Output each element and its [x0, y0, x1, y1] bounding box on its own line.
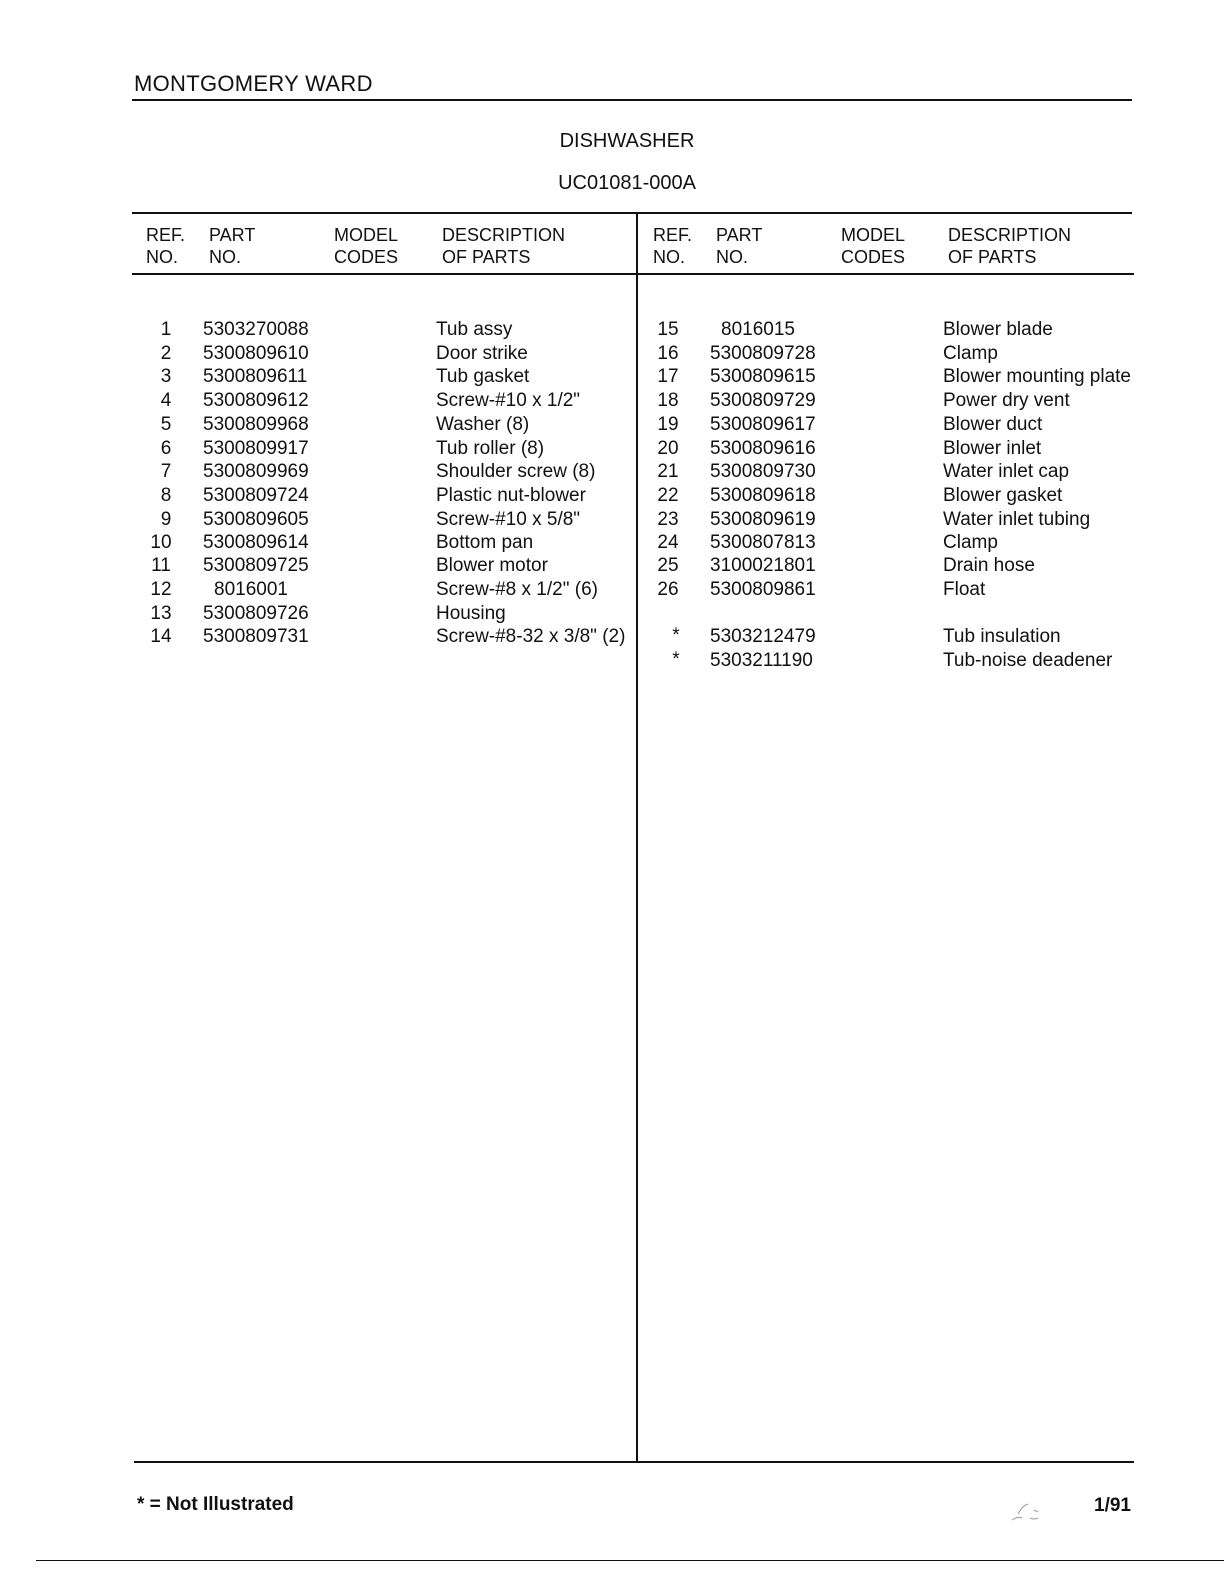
right-part-cell: 5300809728 [710, 343, 816, 364]
right-desc-cell: Drain hose [943, 555, 1035, 576]
left-part-cell: 5300809605 [203, 509, 309, 530]
scan-smudge-mark [1008, 1500, 1042, 1524]
right-desc-cell: Tub insulation [943, 626, 1061, 647]
right-ref-cell: * [672, 625, 680, 646]
model-number: UC01081-000A [558, 172, 696, 194]
right-part-cell: 5300809617 [710, 414, 816, 435]
right-part-cell: 5300809616 [710, 438, 816, 459]
left-desc-cell: Plastic nut-blower [436, 485, 586, 506]
right-ref-cell: 18 [657, 390, 679, 411]
left-part-cell: 5300809724 [203, 485, 309, 506]
left-part-cell: 8016001 [214, 579, 288, 600]
left-ref-cell: 11 [151, 555, 171, 576]
left-desc-cell: Bottom pan [436, 532, 534, 553]
right-ref-cell: 23 [657, 509, 679, 530]
left-ref-cell: 10 [150, 532, 172, 553]
left-part-cell: 5300809726 [203, 603, 309, 624]
header-model-line1: MODEL [334, 225, 399, 245]
right-header-ref [653, 224, 692, 268]
right-part-cell: 5300809619 [710, 509, 816, 530]
header-ref-line2: NO. [146, 247, 179, 267]
left-desc-cell: Tub roller (8) [436, 438, 545, 459]
header-part-line2: NO. [209, 247, 242, 267]
header-ref-line1: REF. [653, 225, 693, 245]
left-desc-cell: Housing [436, 603, 506, 624]
left-part-cell: 5300809969 [203, 461, 309, 482]
header-desc-line2: OF PARTS [948, 247, 1037, 267]
right-desc-cell: Blower mounting plate [943, 366, 1131, 387]
left-ref-cell: 1 [160, 319, 172, 340]
right-part-cell: 5303212479 [710, 626, 816, 647]
left-ref-cell: 3 [160, 366, 172, 387]
left-ref-cell: 8 [160, 485, 172, 506]
right-ref-cell: 19 [657, 414, 679, 435]
header-part-line1: PART [209, 225, 256, 245]
table-top-rule [132, 212, 1132, 214]
right-desc-cell: Clamp [943, 343, 998, 364]
header-ref-line2: NO. [653, 247, 686, 267]
page-bottom-rule [36, 1560, 1224, 1561]
left-desc-cell: Screw-#10 x 1/2" [436, 390, 581, 411]
header-desc-line2: OF PARTS [442, 247, 531, 267]
header-desc-line1: DESCRIPTION [948, 225, 1072, 245]
right-desc-cell: Tub-noise deadener [943, 650, 1113, 671]
right-desc-cell: Blower blade [943, 319, 1053, 340]
right-ref-cell: * [672, 649, 680, 670]
left-header-desc [442, 224, 565, 268]
product-title: DISHWASHER [559, 130, 695, 152]
right-desc-cell: Blower gasket [943, 485, 1063, 506]
left-ref-cell: 6 [160, 438, 172, 459]
right-desc-cell: Blower inlet [943, 438, 1042, 459]
left-part-cell: 5303270088 [203, 319, 309, 340]
right-desc-cell: Clamp [943, 532, 998, 553]
right-ref-cell: 20 [657, 438, 679, 459]
right-part-cell: 5300809729 [710, 390, 816, 411]
left-desc-cell: Shoulder screw (8) [436, 461, 596, 482]
left-header-ref [146, 224, 185, 268]
header-ref-line1: REF. [146, 225, 186, 245]
right-ref-cell: 21 [657, 461, 679, 482]
left-ref-cell: 2 [160, 343, 172, 364]
revision-date: 1/91 [1094, 1495, 1131, 1516]
left-part-cell: 5300809731 [203, 626, 309, 647]
right-ref-cell: 17 [657, 366, 679, 387]
table-header-rule [132, 273, 1134, 275]
header-rule [132, 99, 1132, 101]
right-part-cell: 5300809618 [710, 485, 816, 506]
left-ref-cell: 12 [150, 579, 172, 600]
left-desc-cell: Screw-#8 x 1/2" (6) [436, 579, 598, 600]
right-part-cell: 5300809861 [710, 579, 816, 600]
left-ref-cell: 14 [150, 626, 172, 647]
right-part-cell: 5303211190 [710, 650, 813, 671]
right-ref-cell: 15 [657, 319, 679, 340]
left-desc-cell: Screw-#8-32 x 3/8" (2) [436, 626, 626, 647]
left-header-part [209, 224, 255, 268]
left-desc-cell: Blower motor [436, 555, 548, 576]
left-header-model [334, 224, 398, 268]
right-part-cell: 5300809615 [710, 366, 816, 387]
left-ref-cell: 9 [160, 509, 172, 530]
left-ref-cell: 5 [160, 414, 172, 435]
right-part-cell: 5300807813 [710, 532, 816, 553]
left-desc-cell: Tub gasket [436, 366, 530, 387]
header-model-line2: CODES [841, 247, 906, 267]
left-ref-cell: 4 [160, 390, 172, 411]
right-desc-cell: Blower duct [943, 414, 1043, 435]
left-desc-cell: Tub assy [436, 319, 513, 340]
left-part-cell: 5300809968 [203, 414, 309, 435]
right-header-model [841, 224, 905, 268]
brand-name: MONTGOMERY WARD [134, 71, 373, 96]
header-model-line2: CODES [334, 247, 399, 267]
left-part-cell: 5300809610 [203, 343, 309, 364]
left-desc-cell: Washer (8) [436, 414, 530, 435]
header-part-line2: NO. [716, 247, 749, 267]
right-ref-cell: 25 [657, 555, 679, 576]
right-header-desc [948, 224, 1071, 268]
header-desc-line1: DESCRIPTION [442, 225, 566, 245]
left-ref-cell: 13 [150, 603, 172, 624]
right-ref-cell: 26 [657, 579, 679, 600]
left-desc-cell: Screw-#10 x 5/8" [436, 509, 581, 530]
column-divider [636, 214, 638, 1462]
right-desc-cell: Water inlet cap [943, 461, 1070, 482]
header-model-line1: MODEL [841, 225, 906, 245]
right-ref-cell: 24 [657, 532, 679, 553]
right-desc-cell: Power dry vent [943, 390, 1070, 411]
left-ref-cell: 7 [160, 461, 172, 482]
right-ref-cell: 16 [657, 343, 679, 364]
left-part-cell: 5300809614 [203, 532, 309, 553]
right-desc-cell: Water inlet tubing [943, 509, 1091, 530]
header-part-line1: PART [716, 225, 763, 245]
right-header-part [716, 224, 762, 268]
right-part-cell: 8016015 [721, 319, 795, 340]
left-desc-cell: Door strike [436, 343, 528, 364]
left-part-cell: 5300809725 [203, 555, 309, 576]
left-part-cell: 5300809612 [203, 390, 309, 411]
right-ref-cell: 22 [657, 485, 679, 506]
right-part-cell: 3100021801 [710, 555, 816, 576]
right-desc-cell: Float [943, 579, 986, 600]
right-part-cell: 5300809730 [710, 461, 816, 482]
left-part-cell: 5300809917 [203, 438, 309, 459]
not-illustrated-note: * = Not Illustrated [137, 1494, 294, 1515]
table-bottom-rule [134, 1461, 1134, 1463]
left-part-cell: 5300809611 [203, 366, 308, 387]
